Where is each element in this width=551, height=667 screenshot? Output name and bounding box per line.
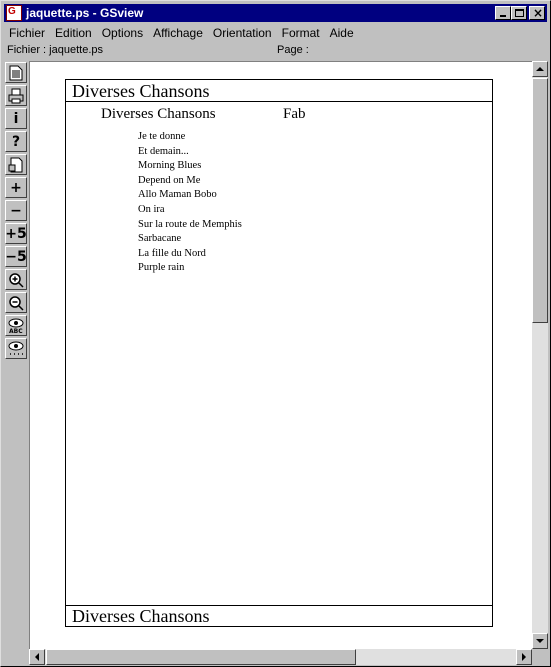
find-next-button[interactable] xyxy=(5,338,27,359)
vertical-scroll-thumb[interactable] xyxy=(532,78,548,323)
minus-icon: − xyxy=(10,202,22,219)
cover-footer xyxy=(66,605,492,626)
track-list xyxy=(138,130,242,276)
vertical-toolbar xyxy=(4,61,28,649)
info-button[interactable] xyxy=(5,108,27,129)
menu-fichier[interactable]: Fichier xyxy=(9,25,46,40)
file-name-label: Fichier : jaquette.ps xyxy=(7,44,103,56)
status-info-bar xyxy=(4,43,547,59)
document-viewport[interactable] xyxy=(29,61,532,649)
minimize-icon xyxy=(500,15,506,17)
list-item: Et demain... xyxy=(138,145,189,157)
page-hand-icon xyxy=(8,157,24,173)
menu-edition[interactable]: Edition xyxy=(55,25,92,40)
list-item: Allo Maman Bobo xyxy=(138,189,217,201)
scroll-left-button[interactable] xyxy=(29,649,45,665)
menu-options[interactable]: Options xyxy=(101,25,144,40)
minimize-button[interactable] xyxy=(495,6,511,20)
find-text-button[interactable] xyxy=(5,315,27,336)
zoom-out-icon xyxy=(8,295,24,311)
info-icon: i xyxy=(13,110,19,127)
scroll-up-button[interactable] xyxy=(532,61,548,77)
arrow-up-icon xyxy=(533,62,547,76)
eye-abc-icon xyxy=(7,318,25,334)
list-item: Je te donne xyxy=(138,131,186,142)
close-button[interactable] xyxy=(529,6,545,20)
plus-icon: + xyxy=(10,179,22,196)
horizontal-scrollbar[interactable] xyxy=(29,649,532,665)
zoom-out-button[interactable] xyxy=(5,292,27,313)
scroll-right-button[interactable] xyxy=(516,649,532,665)
forward-5-button[interactable] xyxy=(5,223,27,244)
zoom-in-icon xyxy=(8,272,24,288)
zoom-in-button[interactable] xyxy=(5,269,27,290)
prev-page-button[interactable] xyxy=(5,200,27,221)
list-item: Morning Blues xyxy=(138,160,202,172)
svg-text:ABC: ABC xyxy=(9,327,23,334)
menu-bar xyxy=(4,23,547,42)
print-button[interactable] xyxy=(5,85,27,106)
close-icon: × xyxy=(533,6,544,20)
menu-affichage[interactable]: Affichage xyxy=(153,25,203,40)
menu-aide[interactable]: Aide xyxy=(329,25,354,40)
help-button[interactable] xyxy=(5,131,27,152)
cover-footer-text: Diverses Chansons xyxy=(72,606,210,626)
maximize-icon xyxy=(515,9,524,17)
window-controls xyxy=(495,6,545,20)
artist-name: Fab xyxy=(283,106,306,122)
menu-format[interactable]: Format xyxy=(281,25,320,40)
eye-dots-icon xyxy=(7,341,25,357)
list-item: Sarbacane xyxy=(138,233,182,245)
cover-header xyxy=(66,80,492,102)
printer-icon xyxy=(8,88,24,104)
arrow-down-icon xyxy=(533,634,547,648)
list-item: Depend on Me xyxy=(138,174,201,186)
cover-page xyxy=(65,79,493,627)
scroll-down-button[interactable] xyxy=(532,633,548,649)
scrollbar-corner xyxy=(532,649,548,665)
album-title: Diverses Chansons xyxy=(101,106,216,122)
list-item: Purple rain xyxy=(138,262,185,274)
help-icon: ? xyxy=(11,133,21,150)
document-icon xyxy=(9,65,23,81)
cover-header-text: Diverses Chansons xyxy=(72,81,210,101)
arrow-right-icon xyxy=(517,650,531,664)
horizontal-scroll-thumb[interactable] xyxy=(46,649,356,665)
maximize-button[interactable] xyxy=(511,6,527,20)
gsview-app-icon[interactable] xyxy=(6,5,22,21)
back-5-button[interactable] xyxy=(5,246,27,267)
list-item: Sur la route de Memphis xyxy=(138,218,242,230)
app-icon-glyph: G xyxy=(8,6,16,17)
title-bar[interactable] xyxy=(4,4,547,22)
minus-five-icon: −5 xyxy=(5,248,27,265)
plus-five-icon: +5 xyxy=(5,225,27,242)
window-title: jaquette.ps - GSview xyxy=(26,6,144,20)
list-item: On ira xyxy=(138,203,165,215)
page-label: Page : xyxy=(277,44,309,56)
open-file-button[interactable] xyxy=(5,62,27,83)
vertical-scrollbar[interactable] xyxy=(532,61,548,649)
next-page-button[interactable] xyxy=(5,177,27,198)
menu-orientation[interactable]: Orientation xyxy=(212,25,272,40)
arrow-left-icon xyxy=(30,650,44,664)
goto-page-button[interactable] xyxy=(5,154,27,175)
list-item: La fille du Nord xyxy=(138,247,206,259)
